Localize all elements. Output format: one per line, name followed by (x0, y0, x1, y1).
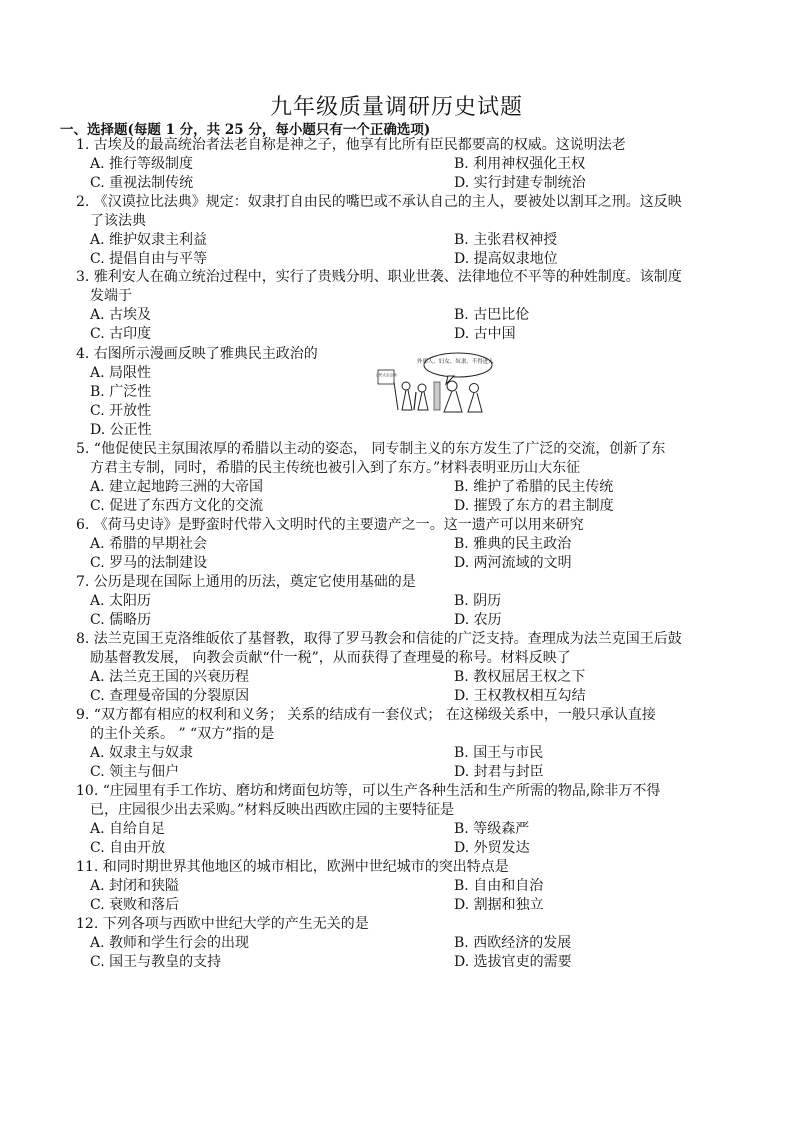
option-b: B. 雅典的民主政治 (454, 536, 572, 552)
democracy-cartoon (376, 352, 494, 414)
option-b: B. 教权屈居王权之下 (454, 669, 586, 685)
question-stem-continued: 了该法典 (90, 213, 146, 229)
option-c: C. 促进了东西方文化的交流 (90, 498, 264, 514)
option-a: A. 教师和学生行会的出现 (90, 935, 250, 951)
option-c: C. 重视法制传统 (90, 175, 194, 191)
option-c: C. 开放性 (90, 403, 152, 419)
section-heading: 一、选择题(每题 1 分，共 25 分，每小题只有一个正确选项) (60, 122, 431, 138)
question-stem: 10. “庄园里有手工作坊、磨坊和烤面包坊等，可以生产各种生活和生产所需的物品,除非万不得 (76, 783, 661, 799)
option-c: C. 查理曼帝国的分裂原因 (90, 688, 250, 704)
option-d: D. 实行封建专制统治 (454, 175, 586, 191)
option-d: D. 农历 (454, 612, 502, 628)
option-b: B. 阴历 (454, 593, 502, 609)
option-c: C. 衰败和落后 (90, 897, 180, 913)
question-stem: 4. 右图所示漫画反映了雅典民主政治的 (76, 346, 318, 362)
option-d: D. 两河流域的文明 (454, 555, 572, 571)
option-b: B. 西欧经济的发展 (454, 935, 572, 951)
option-b: B. 维护了希腊的民主传统 (454, 479, 614, 495)
option-b: B. 主张君权神授 (454, 232, 558, 248)
question-stem-continued: 已，庄园很少出去采购。”材料反映出西欧庄园的主要特征是 (90, 802, 455, 818)
question-stem: 7. 公历是现在国际上通用的历法，奠定它使用基础的是 (76, 574, 416, 590)
question-stem: 2. 《汉谟拉比法典》规定：奴隶打自由民的嘴巴或不承认自己的主人，要被处以割耳之刑。这反映 (76, 194, 682, 210)
question-stem: 11. 和同时期世界其他地区的城市相比，欧洲中世纪城市的突出特点是 (76, 859, 509, 875)
option-b: B. 国王与市民 (454, 745, 544, 761)
option-b: B. 利用神权强化王权 (454, 156, 586, 172)
question-stem-continued: 方君主专制，同时，希腊的民主传统也被引入到了东方。”材料表明亚历山大东征 (90, 460, 581, 476)
option-a: A. 希腊的早期社会 (90, 536, 208, 552)
option-a: A. 法兰克王国的兴衰历程 (90, 669, 250, 685)
option-b: B. 等级森严 (454, 821, 530, 837)
option-a: A. 局限性 (90, 365, 152, 381)
option-a: A. 维护奴隶主利益 (90, 232, 208, 248)
option-c: C. 国王与教皇的支持 (90, 954, 222, 970)
option-a: A. 奴隶主与奴隶 (90, 745, 194, 761)
option-d: D. 公正性 (90, 422, 152, 438)
question-stem: 8. 法兰克国王克洛维皈依了基督教，取得了罗马教会和信徒的广泛支持。查理成为法兰克国王后鼓 (76, 631, 682, 647)
option-b: B. 广泛性 (90, 384, 152, 400)
question-stem: 1. 古埃及的最高统治者法老自称是神之子，他享有比所有臣民都要高的权威。这说明法老 (76, 137, 626, 153)
question-stem: 9. “双方都有相应的权利和义务； 关系的结成有一套仪式； 在这梯级关系中，一般只承认直接 (76, 707, 656, 723)
option-d: D. 摧毁了东方的君主制度 (454, 498, 614, 514)
option-a: A. 封闭和狭隘 (90, 878, 180, 894)
question-stem-continued: 励基督教发展， 向教会贡献“什一税”，从而获得了查理曼的称号。材料反映了 (90, 650, 571, 666)
option-c: C. 领主与佃户 (90, 764, 180, 780)
option-a: A. 自给自足 (90, 821, 166, 837)
option-d: D. 提高奴隶地位 (454, 251, 558, 267)
option-c: C. 自由开放 (90, 840, 166, 856)
option-a: A. 古埃及 (90, 307, 152, 323)
cartoon-sign-text: 公民大会会场 (376, 373, 397, 377)
option-d: D. 封君与封臣 (454, 764, 544, 780)
option-d: D. 王权教权相互勾结 (454, 688, 586, 704)
option-c: C. 罗马的法制建设 (90, 555, 208, 571)
question-stem: 3. 雅利安人在确立统治过程中，实行了贵贱分明、职业世袭、法律地位不平等的种姓制度。该制度 (76, 269, 682, 285)
option-a: A. 推行等级制度 (90, 156, 194, 172)
question-stem-continued: 的主仆关系。 ” “双方”指的是 (90, 726, 275, 742)
option-a: A. 建立起地跨三洲的大帝国 (90, 479, 264, 495)
option-d: D. 选拔官吏的需要 (454, 954, 572, 970)
page-title: 九年级质量调研历史试题 (269, 95, 523, 120)
question-stem-continued: 发端于 (90, 288, 132, 304)
question-stem: 6. 《荷马史诗》是野蛮时代带入文明时代的主要遗产之一。这一遗产可以用来研究 (76, 517, 584, 533)
option-c: C. 提倡自由与平等 (90, 251, 208, 267)
option-d: D. 外贸发达 (454, 840, 530, 856)
question-stem: 12. 下列各项与西欧中世纪大学的产生无关的是 (76, 916, 369, 932)
option-d: D. 古中国 (454, 326, 516, 342)
cartoon-bubble-text: 外邦人、妇女、奴隶，不得进入。 (416, 359, 494, 365)
question-stem: 5. “他促使民主氛围浓厚的希腊以主动的姿态， 同专制主义的东方发生了广泛的交流，创新了东 (76, 441, 666, 457)
option-b: B. 古巴比伦 (454, 307, 530, 323)
option-d: D. 割据和独立 (454, 897, 544, 913)
option-c: C. 儒略历 (90, 612, 152, 628)
option-a: A. 太阳历 (90, 593, 152, 609)
option-c: C. 古印度 (90, 326, 152, 342)
option-b: B. 自由和自治 (454, 878, 544, 894)
